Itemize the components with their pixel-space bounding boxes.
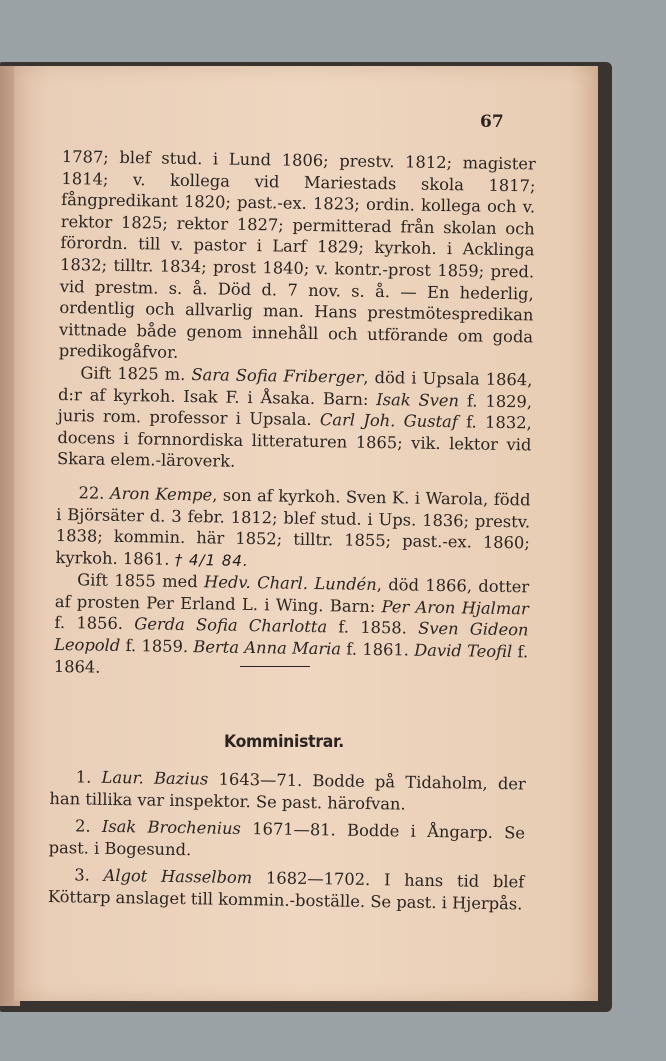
entry-continuation: 1787; blef stud. i Lund 1806; prestv. 1812; magister 1814; v. kollega vid Mariestads skola 1817; fångpredikant 1820; past.-ex. 1823; ordin. kollega och v. rektor 1825; rektor 1827; permitterad från skolan och förordn. till v. pastor i Larf 1829; kyrkoh. i Acklinga 1832; tilltr. 1834; prost 1840; v. kontr.-prost 1859; pred. vid prestm. s. å. Död d. 7 nov. s. å. — En hederlig, ordentlig och allvarlig man. Hans prestmötespredikan vittnade både genom innehåll och utförande om goda predikogåfvor. xyxy=(58,146,536,363)
kommin-entry-1: 1. Laur. Bazius 1643—71. Bodde på Tidaholm, der han tillika var inspektor. Se past. härofvan. xyxy=(49,767,526,814)
person-name: Algot Hasselbom xyxy=(103,866,253,888)
child-name: Carl Joh. Gustaf xyxy=(319,410,458,432)
kommin-list xyxy=(48,766,526,915)
handwritten-note: † 4/1 84. xyxy=(174,550,249,570)
person-name: Laur. Bazius xyxy=(101,767,209,789)
child-name: Isak Sven xyxy=(376,389,460,410)
entry-22: 22. Aron Kempe, son af kyrkoh. Sven K. i Warola, född i Björsäter d. 3 febr. 1812; blef stud. i Ups. 1836; prestv. 1838; kommin. här 1852; tilltr. 1855; past.-ex. 1860; kyrkoh. 1861. † 4/1 84. xyxy=(55,483,531,570)
child-name: David Teofil xyxy=(414,640,513,662)
child-name: Sven Gideon Leopold xyxy=(54,619,529,656)
book-page xyxy=(14,66,598,1001)
spouse-name: Hedv. Charl. Lundén xyxy=(203,572,377,595)
page-number: 67 xyxy=(480,112,504,132)
person-name: Aron Kempe xyxy=(109,483,213,505)
child-name: Per Aron Hjalmar xyxy=(381,596,529,619)
kommin-entry-3: 3. Algot Hasselbom 1682—1702. I hans tid blef Köttarp anslaget till kommin.-boställe. Se past. i Hjerpås. xyxy=(47,865,525,914)
section-heading: Komministrar. xyxy=(224,732,344,752)
kommin-entry-2: 2. Isak Brochenius 1671—81. Bodde i Ångarp. Se past. i Bogesund. xyxy=(48,816,526,860)
marriage-paragraph-2: Gift 1855 med Hedv. Charl. Lundén, död 1866, dotter af prosten Per Erland L. i Wing. Barn: Per Aron Hjalmar f. 1856. Gerda Sofia Charlotta f. 1858. Sven Gideon Leopold f. 1859. Berta Anna Maria f. 1861. David Teofil f. 1864. xyxy=(53,570,530,677)
child-name: Gerda Sofia Charlotta xyxy=(134,614,328,637)
spouse-name: Sara Sofia Friberger xyxy=(191,365,364,387)
section-divider xyxy=(240,666,310,667)
main-text xyxy=(54,146,536,685)
person-name: Isak Brochenius xyxy=(101,817,242,839)
marriage-paragraph: Gift 1825 m. Sara Sofia Friberger, död i Upsala 1864, d:r af kyrkoh. Isak F. i Åsaka. Barn: Isak Sven f. 1829, juris rom. professor i Upsala. Carl Joh. Gustaf f. 1832, docens i fornnordiska litteraturen 1865; vik. lektor vid Skara elem.-läroverk. xyxy=(56,363,533,472)
child-name: Berta Anna Maria xyxy=(193,637,342,659)
